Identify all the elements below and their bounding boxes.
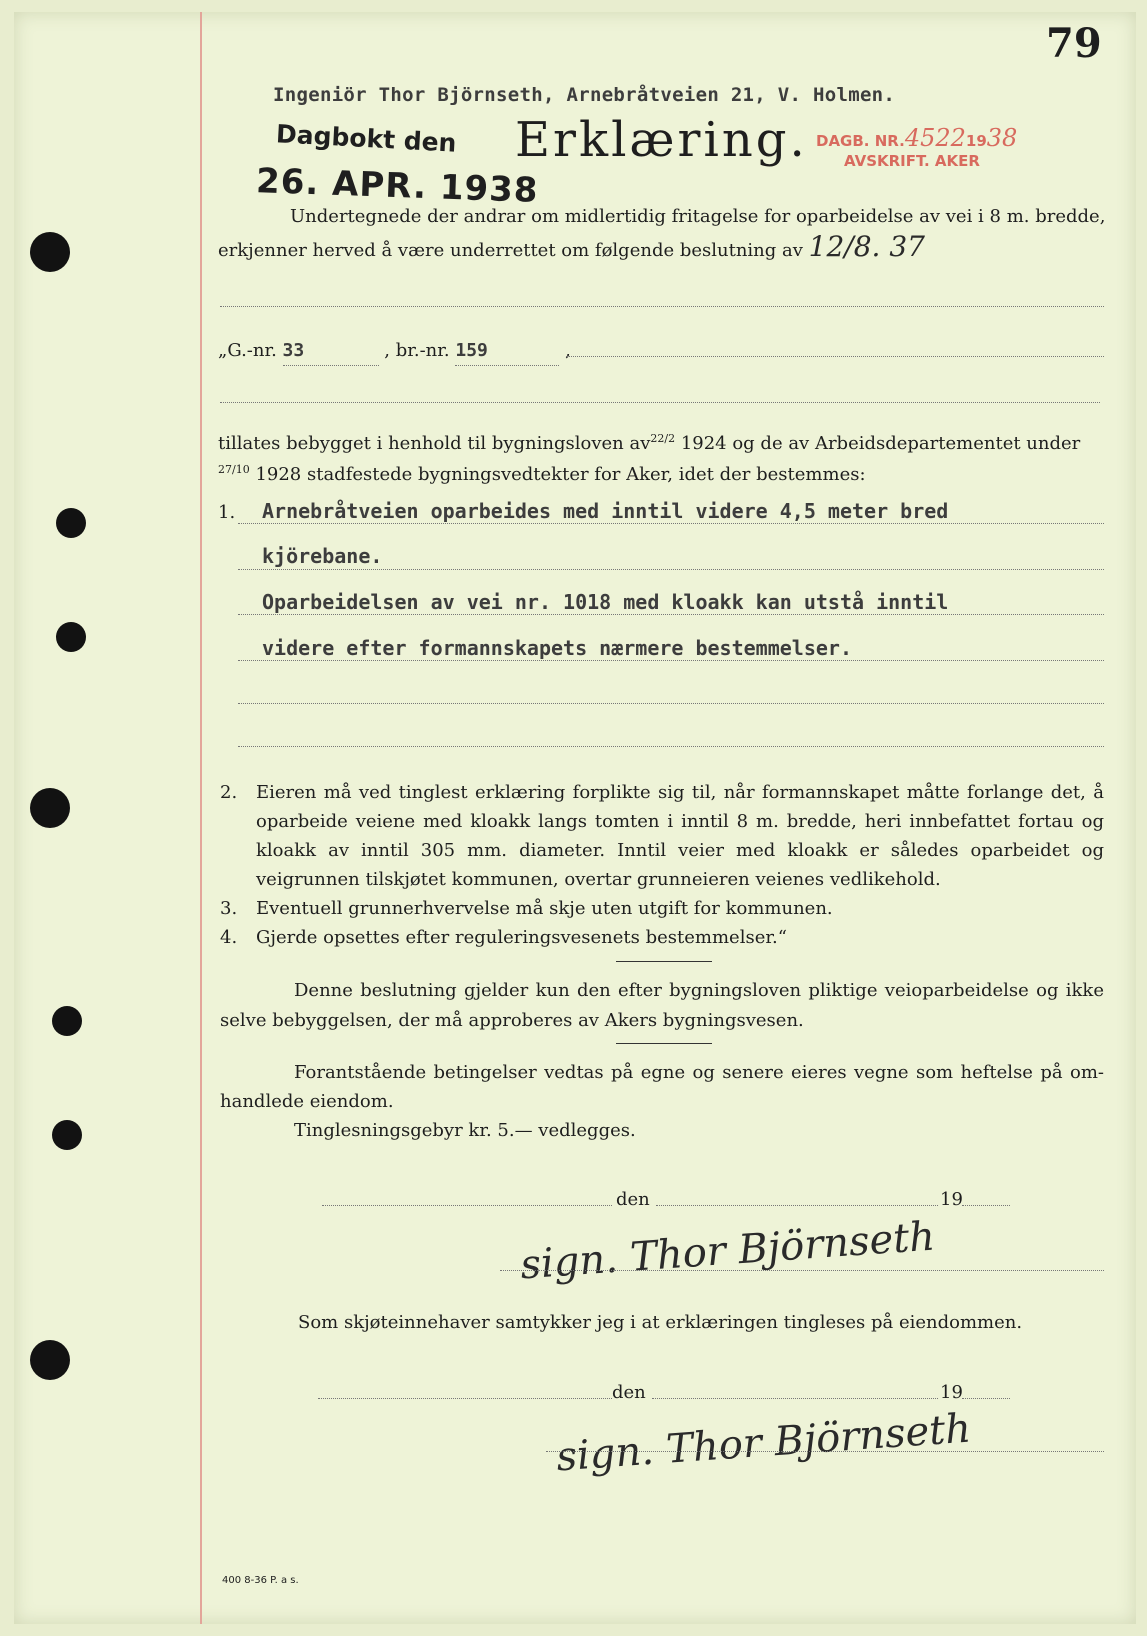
gnr-value: 33: [283, 336, 379, 366]
blank-line: [566, 356, 1104, 357]
punch-hole: [56, 508, 86, 538]
punch-hole: [56, 622, 86, 652]
fee-line: Tinglesningsgebyr kr. 5.— vedlegges.: [294, 1120, 636, 1141]
den-label: den: [612, 1382, 646, 1403]
condition-2-line: veigrunnen tilskjøtet kommunen, overtar grunneieren veienes vedlikehold.: [256, 869, 941, 890]
signature-line: [546, 1451, 1104, 1452]
permission-date-2: 27/10: [218, 463, 250, 476]
den-label: den: [616, 1189, 650, 1210]
margin-line: [200, 12, 202, 1624]
blank-line: [238, 614, 1104, 615]
consent-line: Som skjøteinnehaver samtykker jeg i at erklæringen tingleses på eiendommen.: [298, 1312, 1023, 1333]
red-stamp-year-prefix: 19: [965, 132, 987, 150]
condition-3-text: Eventuell grunnerhvervelse må skje uten utgift for kommunen.: [256, 898, 833, 919]
permission-line-1: [218, 424, 1080, 458]
brnr-label: , br.-nr.: [384, 340, 450, 361]
condition-1-typed-line: Arnebråtveien oparbeides med inntil videre 4,5 meter bred: [262, 499, 949, 523]
condition-2-line: kloakk av inntil 305 mm. diameter. Inntil veier med kloakk er således oparbeidet og: [256, 840, 1104, 861]
year-prefix: 19: [940, 1189, 963, 1210]
property-trailing: ,: [565, 340, 571, 361]
intro-line-2: [218, 232, 925, 265]
property-line: [218, 336, 571, 366]
conditions-note-line-1: Forantstående betingelser vedtas på egne og senere eieres vegne som heftelse på om-: [294, 1062, 1104, 1083]
punch-hole: [30, 232, 70, 272]
stamp-date: 26. APR. 1938: [255, 161, 540, 211]
punch-hole: [30, 788, 70, 828]
date-line: [656, 1205, 938, 1206]
permission-date-1: 22/2: [650, 432, 676, 445]
permission-text-c: 1928 stadfestede bygningsvedtekter for Aker, idet der bestemmes:: [255, 464, 866, 485]
typed-header-line: Ingeniör Thor Björnseth, Arnebråtveien 21, V. Holmen.: [273, 84, 896, 106]
year-prefix: 19: [940, 1382, 963, 1403]
conditions-note-line-2: handlede eiendom.: [220, 1091, 394, 1112]
condition-4-text: Gjerde opsettes efter reguleringsvesenets bestemmelser.“: [256, 927, 787, 948]
red-stamp-prefix: DAGB. NR.: [816, 132, 905, 150]
date-line: [962, 1398, 1010, 1399]
blank-line: [220, 402, 1100, 403]
signature-2: sign. Thor Björnseth: [554, 1405, 973, 1481]
condition-2-line: Eieren må ved tinglest erklæring forplikte sig til, når formannskapet måtte forlange det, å: [256, 782, 1104, 803]
page-number: 79: [1046, 20, 1102, 67]
decision-line-1: Denne beslutning gjelder kun den efter bygningsloven pliktige veioparbeidelse og ikke: [294, 980, 1104, 1001]
date-line: [318, 1398, 612, 1399]
document-title: Erklæring.: [515, 112, 808, 168]
punch-hole: [52, 1120, 82, 1150]
date-line: [322, 1205, 612, 1206]
condition-2-line: oparbeide veiene med kloakk langs tomten i inntil 8 m. bredde, heri innbefattet fortau og: [256, 811, 1104, 832]
separator-rule: [616, 961, 712, 962]
separator-rule: [616, 1043, 712, 1044]
permission-text-b: 1924 og de av Arbeidsdepartementet under: [680, 433, 1081, 454]
signature-1: sign. Thor Björnseth: [518, 1213, 937, 1289]
red-stamp-line2: AVSKRIFT. AKER: [844, 152, 980, 170]
condition-1-number: 1.: [218, 502, 236, 523]
date-line: [962, 1205, 1010, 1206]
decision-date: 12/8. 37: [808, 230, 925, 263]
brnr-value: 159: [455, 336, 559, 366]
blank-line: [238, 569, 1104, 570]
condition-1-typed-line: videre efter formannskapets nærmere bestemmelser.: [262, 636, 853, 660]
gnr-label: „G.-nr.: [218, 340, 277, 361]
condition-3-number: 3.: [220, 898, 238, 919]
punch-hole: [52, 1006, 82, 1036]
blank-line: [238, 703, 1104, 704]
condition-1-typed-line: Oparbeidelsen av vei nr. 1018 med kloakk kan utstå inntil: [262, 590, 949, 614]
blank-line: [238, 660, 1104, 661]
stamp-label: Dagbokt den: [275, 119, 458, 158]
date-line: [652, 1398, 938, 1399]
punch-hole: [30, 1340, 70, 1380]
blank-line: [238, 523, 1104, 524]
permission-line-2: [218, 455, 866, 489]
condition-2-number: 2.: [220, 782, 238, 803]
condition-4-number: 4.: [220, 927, 238, 948]
condition-1-typed-line: kjörebane.: [262, 544, 383, 568]
signature-line: [500, 1270, 1104, 1271]
red-stamp-number: 4522: [904, 124, 966, 152]
permission-text-a: tillates bebygget i henhold til bygningsloven av: [218, 433, 651, 454]
printer-footer: 400 8-36 P. a s.: [222, 1575, 299, 1586]
decision-line-2: selve bebyggelsen, der må approberes av Akers bygningsvesen.: [220, 1010, 804, 1031]
red-stamp-year: 38: [986, 124, 1018, 152]
intro-line-2-text: erkjenner herved å være underrettet om følgende beslutning av: [218, 240, 803, 261]
intro-line-1: Undertegnede der andrar om midlertidig fritagelse for oparbeidelse av vei i 8 m. bredde,: [290, 206, 1106, 227]
blank-line: [220, 306, 1104, 307]
red-stamp-line1: [816, 124, 1017, 152]
blank-line: [238, 746, 1104, 747]
